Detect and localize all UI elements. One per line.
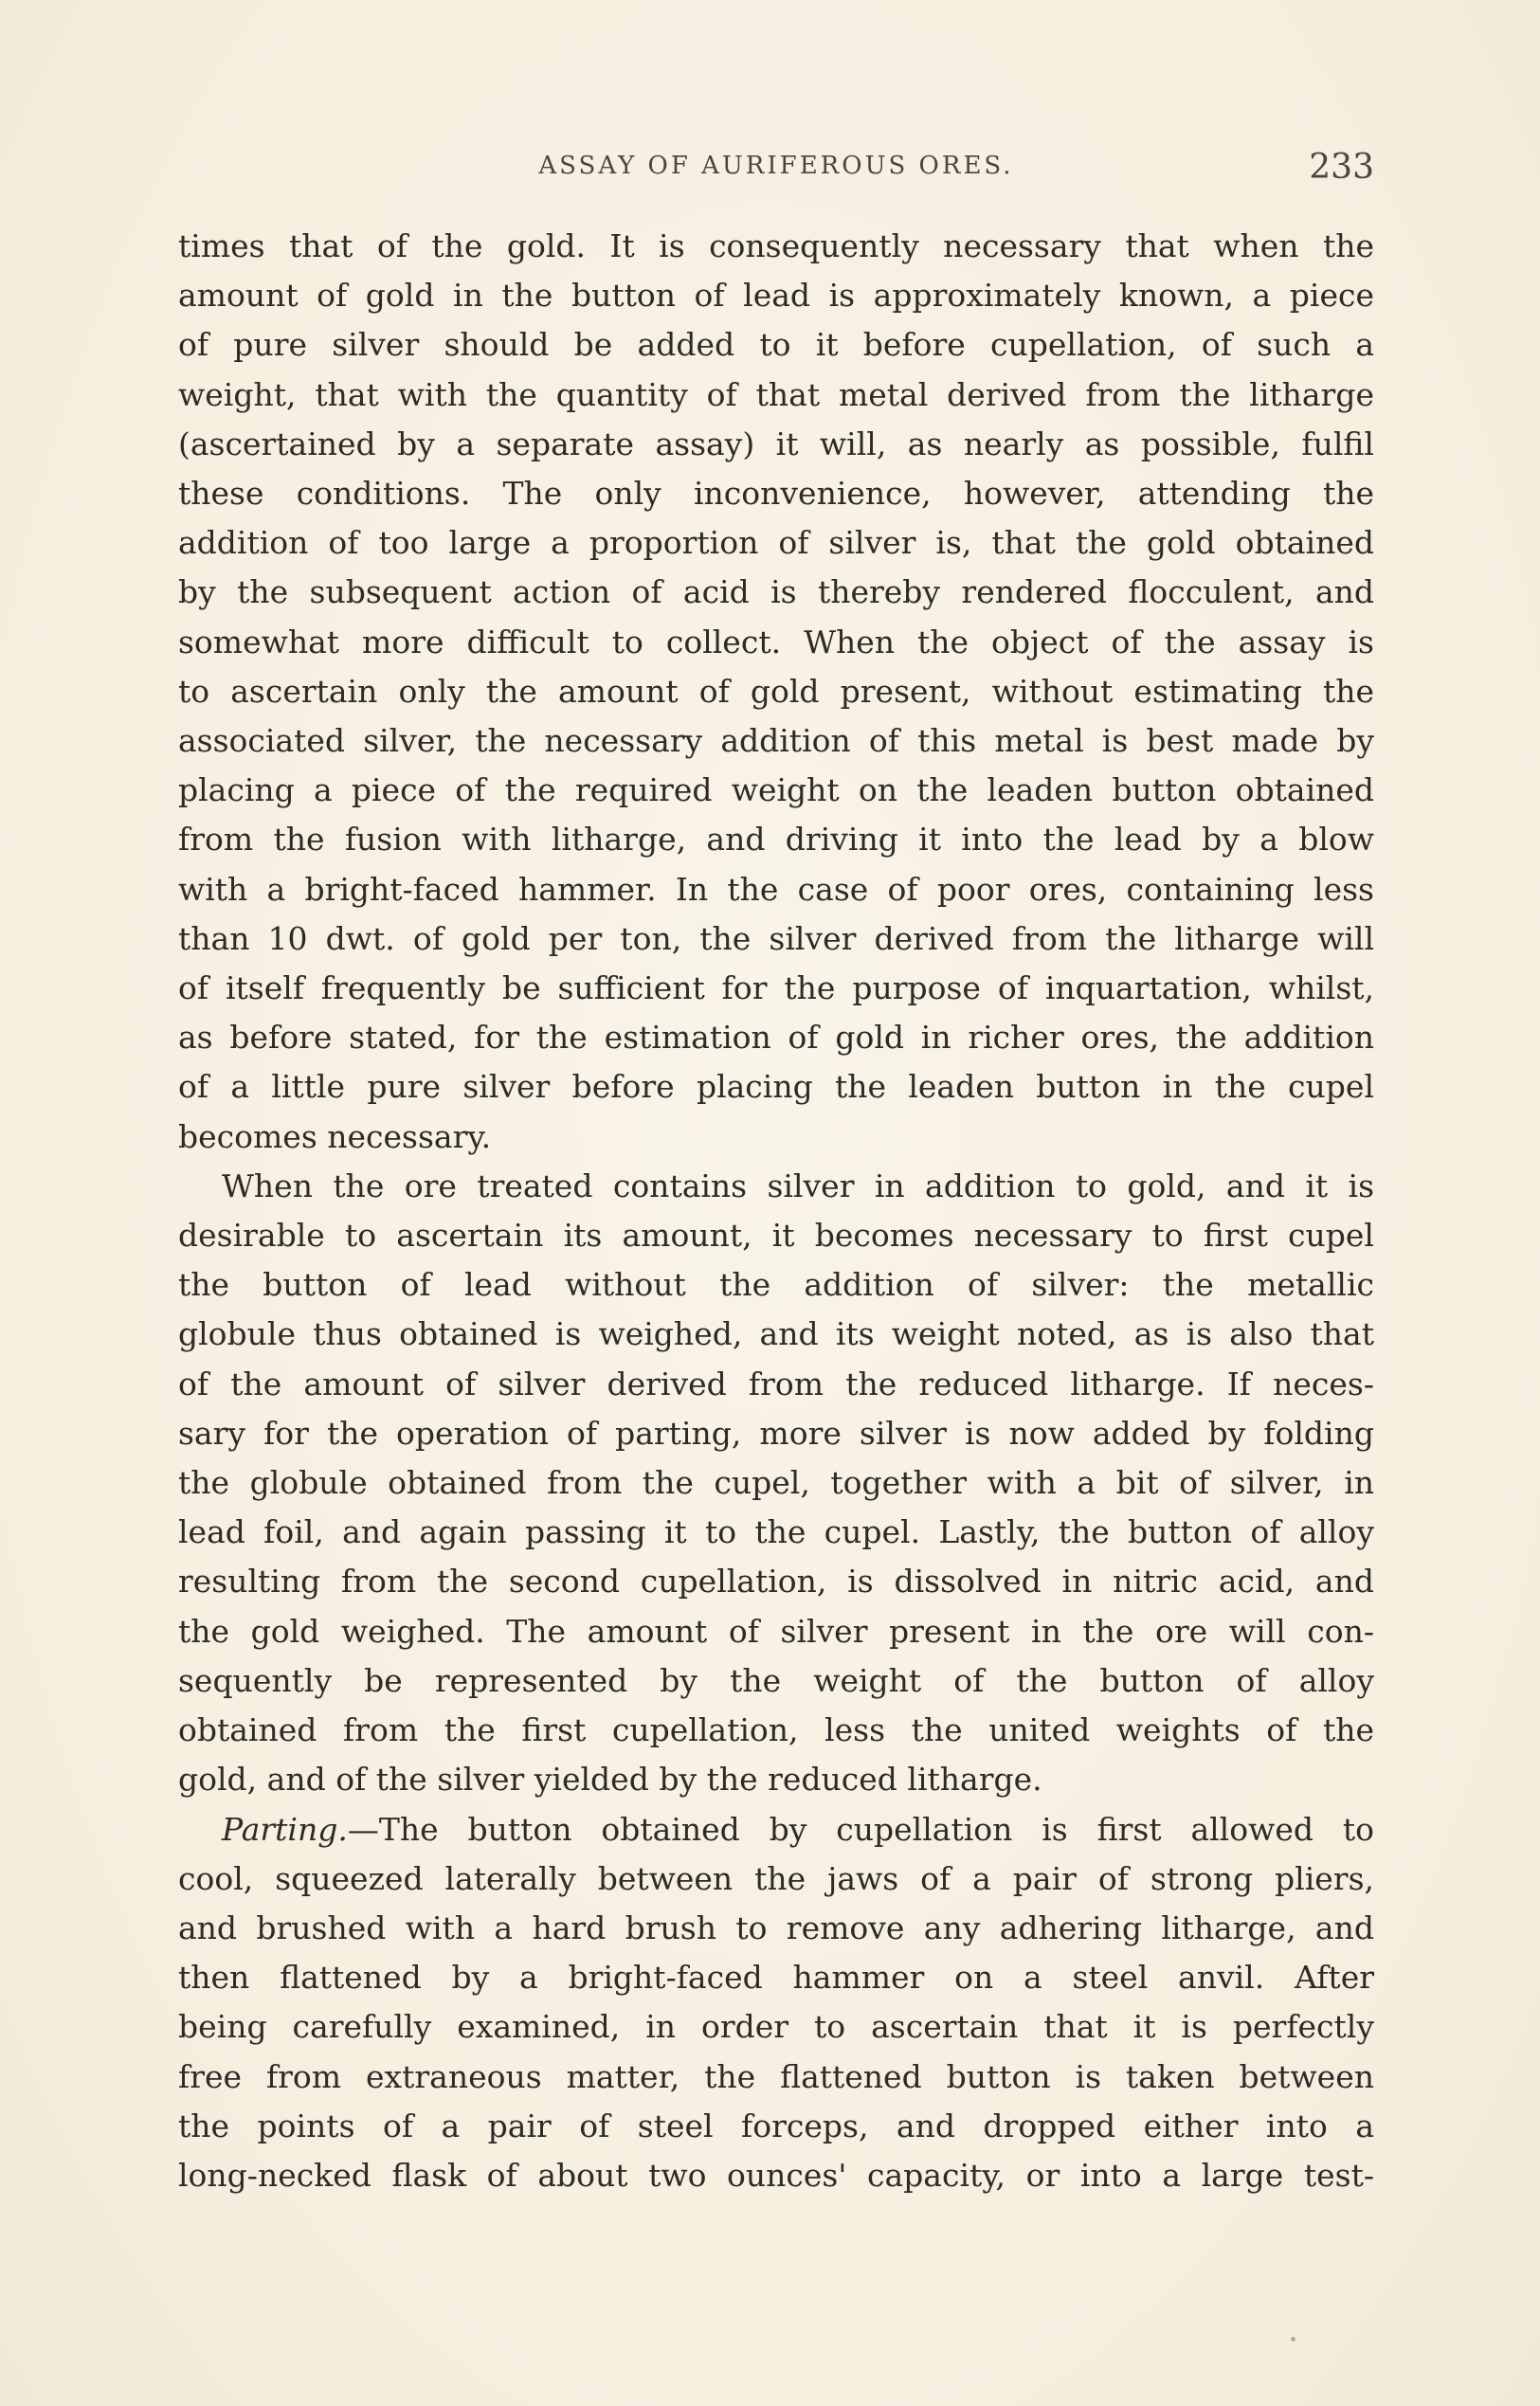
text-line: and brushed with a hard brush to remove any adhering litharge, and <box>178 1909 1374 1946</box>
text-line: resulting from the second cupellation, is dissolved in nitric acid, and <box>178 1563 1374 1601</box>
text-line: obtained from the first cupellation, less the united weights of the <box>178 1711 1374 1749</box>
text-line: by the subsequent action of acid is thereby rendered flocculent, and <box>178 573 1374 611</box>
text-line: being carefully examined, in order to ascertain that it is perfectly <box>178 2008 1374 2046</box>
running-head <box>178 148 1374 199</box>
text-run: —The button obtained by cupellation is first allowed to <box>347 1810 1374 1848</box>
text-line: sary for the operation of parting, more silver is now added by folding <box>178 1414 1374 1452</box>
section-first-line <box>178 1805 1374 1854</box>
text-line: becomes necessary. <box>178 1117 492 1155</box>
text-line: When the ore treated contains silver in addition to gold, and it is <box>222 1167 1374 1204</box>
body-text <box>178 222 1374 2200</box>
section-heading: Parting. <box>222 1810 348 1848</box>
text-line: the globule obtained from the cupel, together with a bit of silver, in <box>178 1464 1374 1502</box>
text-line: long-necked flask of about two ounces' capacity, or into a large test- <box>178 2156 1374 2194</box>
text-line: weight, that with the quantity of that metal derived from the litharge <box>178 375 1374 413</box>
text-line: sequently be represented by the weight of the button of alloy <box>178 1661 1374 1699</box>
text-line: then flattened by a bright-faced hammer on a steel anvil. After <box>178 1959 1374 1997</box>
text-line: amount of gold in the button of lead is approximately known, a piece <box>178 277 1374 315</box>
text-line: as before stated, for the estimation of gold in richer ores, the addition <box>178 1019 1374 1057</box>
text-line: the gold weighed. The amount of silver present in the ore will con- <box>178 1612 1374 1650</box>
text-line: of itself frequently be sufficient for the purpose of inquartation, whilst, <box>178 969 1374 1007</box>
text-line: of a little pure silver before placing the leaden button in the cupel <box>178 1068 1374 1106</box>
text-line: the points of a pair of steel forceps, and dropped either into a <box>178 2107 1374 2144</box>
text-line: placing a piece of the required weight on the leaden button obtained <box>178 771 1374 809</box>
text-line: addition of too large a proportion of silver is, that the gold obtained <box>178 524 1374 562</box>
text-line: gold, and of the silver yielded by the reduced litharge. <box>178 1761 1042 1799</box>
text-line: times that of the gold. It is consequently necessary that when the <box>178 227 1374 264</box>
text-line: of pure silver should be added to it before cupellation, of such a <box>178 326 1374 364</box>
text-line: the button of lead without the addition of silver: the metallic <box>178 1266 1374 1304</box>
text-line: than 10 dwt. of gold per ton, the silver derived from the litharge will <box>178 919 1374 957</box>
page-number: 233 <box>1309 148 1374 187</box>
text-line: globule thus obtained is weighed, and its weight noted, as is also that <box>178 1315 1374 1353</box>
text-line: lead foil, and again passing it to the cupel. Lastly, the button of alloy <box>178 1513 1374 1551</box>
text-line: free from extraneous matter, the flattened button is taken between <box>178 2057 1374 2095</box>
text-line: of the amount of silver derived from the reduced litharge. If neces- <box>178 1365 1374 1402</box>
text-line: these conditions. The only inconvenience, however, attending the <box>178 475 1374 513</box>
text-line: to ascertain only the amount of gold present, without estimating the <box>178 672 1374 710</box>
text-line: (ascertained by a separate assay) it will, as nearly as possible, fulfil <box>178 425 1374 462</box>
text-line: cool, squeezed laterally between the jaws of a pair of strong pliers, <box>178 1859 1374 1897</box>
text-line: desirable to ascertain its amount, it becomes necessary to first cupel <box>178 1217 1374 1255</box>
text-line: associated silver, the necessary addition of this metal is best made by <box>178 722 1374 760</box>
text-line: somewhat more difficult to collect. When the object of the assay is <box>178 623 1374 660</box>
text-line: from the fusion with litharge, and driving it into the lead by a blow <box>178 821 1374 859</box>
text-line: with a bright-faced hammer. In the case of poor ores, containing less <box>178 870 1374 908</box>
paper-speck <box>1291 2337 1295 2342</box>
running-title: ASSAY OF AURIFEROUS ORES. <box>538 152 1014 180</box>
